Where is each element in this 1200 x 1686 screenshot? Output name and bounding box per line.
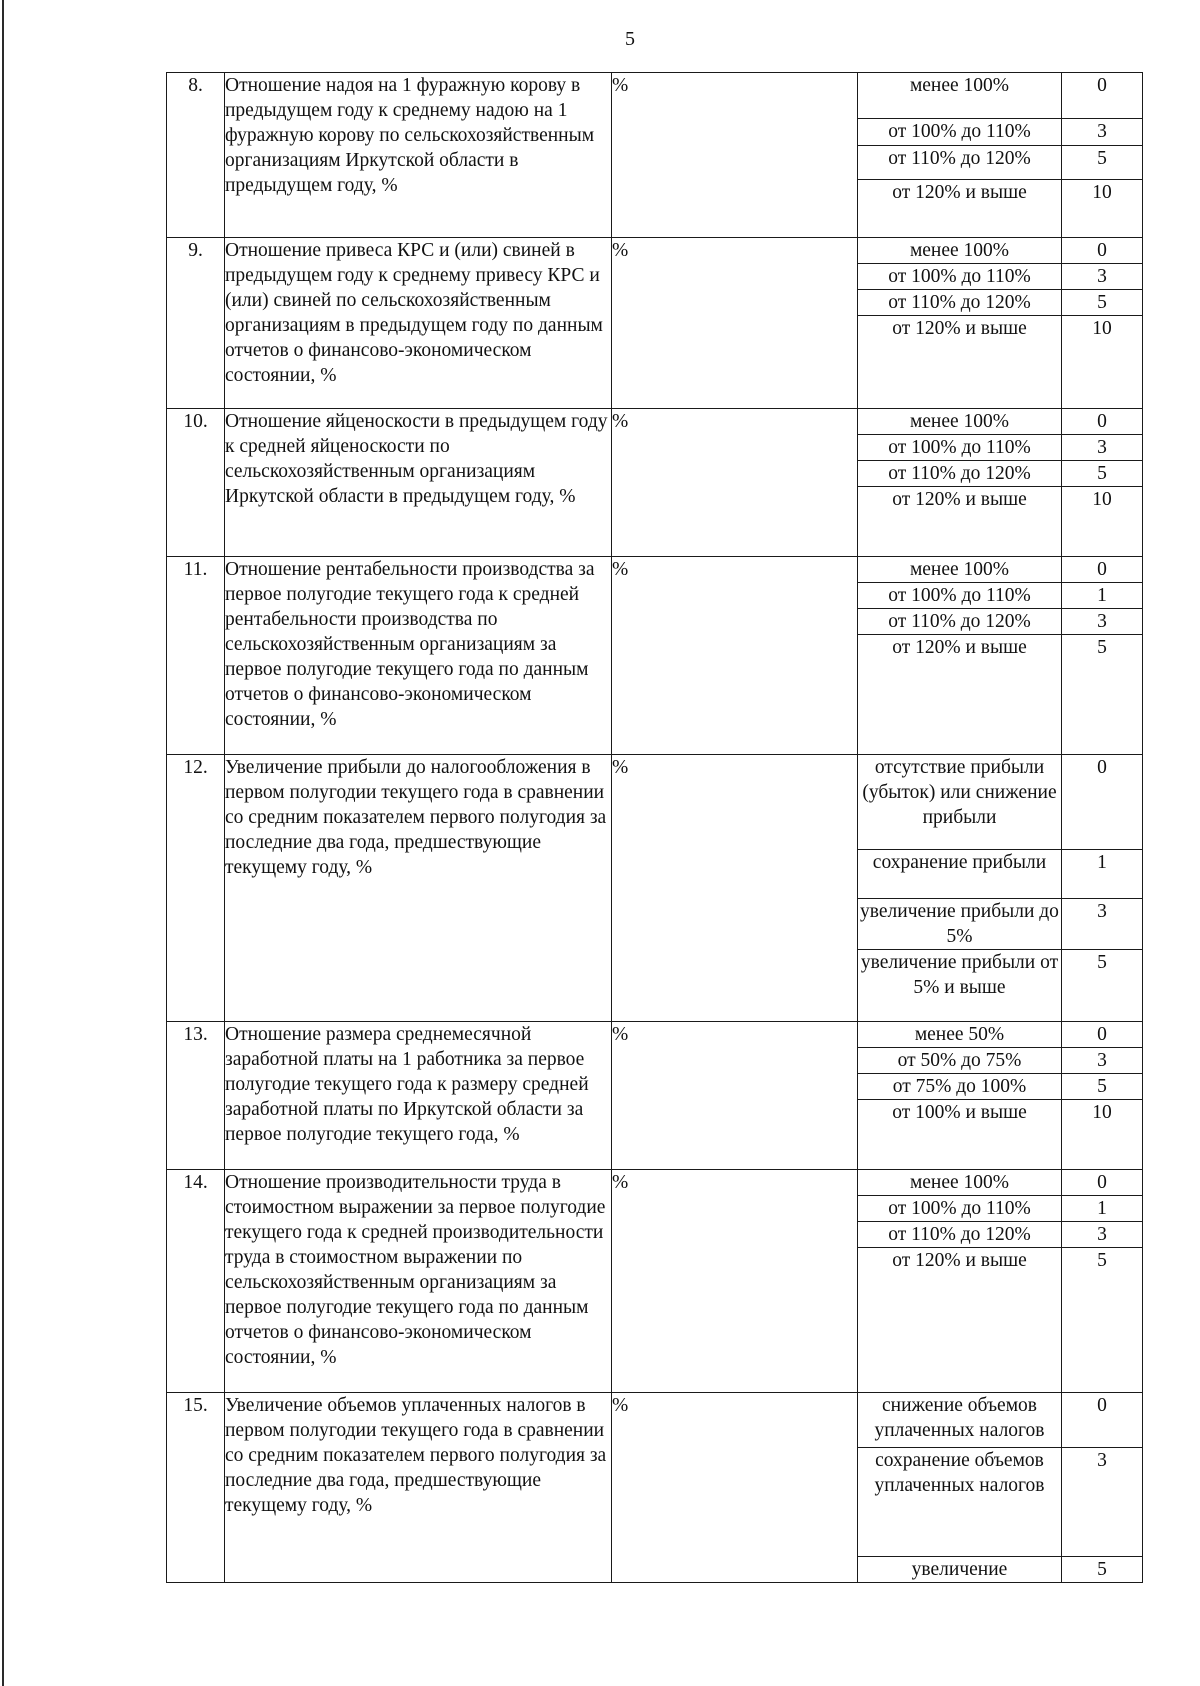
criterion-description: Увеличение объемов уплаченных налогов в первом полугодии текущего года в сравнении со средним показателем первого полугодия за последние два года, предшествующие текущему году, % (225, 1393, 612, 1583)
range-score: 5 (1062, 290, 1143, 316)
table-row (167, 1170, 1143, 1196)
criterion-number: 8. (167, 73, 225, 238)
range-score: 0 (1062, 557, 1143, 583)
criterion-unit: % (612, 1393, 858, 1583)
range-score: 3 (1062, 609, 1143, 635)
criterion-unit: % (612, 755, 858, 1022)
range-label: сохранение прибыли (858, 850, 1062, 899)
table-row (167, 755, 1143, 850)
range-label: от 100% и выше (858, 1100, 1062, 1170)
range-label: снижение объемов уплаченных налогов (858, 1393, 1062, 1448)
criterion-number: 13. (167, 1022, 225, 1170)
criterion-unit: % (612, 1022, 858, 1170)
range-score: 3 (1062, 435, 1143, 461)
range-score: 10 (1062, 316, 1143, 409)
table-row (167, 238, 1143, 264)
range-label: увеличение прибыли от 5% и выше (858, 950, 1062, 1022)
range-label: от 120% и выше (858, 635, 1062, 755)
range-label: от 100% до 110% (858, 1196, 1062, 1222)
range-label: от 110% до 120% (858, 1222, 1062, 1248)
range-score: 5 (1062, 1557, 1143, 1583)
criterion-unit: % (612, 409, 858, 557)
range-label: от 110% до 120% (858, 290, 1062, 316)
criterion-unit: % (612, 557, 858, 755)
criterion-unit: % (612, 238, 858, 409)
range-label: от 120% и выше (858, 487, 1062, 557)
criterion-description: Отношение яйценоскости в предыдущем году к средней яйценоскости по сельскохозяйственным организациям Иркутской области в предыдущем году, % (225, 409, 612, 557)
range-score: 1 (1062, 850, 1143, 899)
range-score: 5 (1062, 461, 1143, 487)
range-label: менее 100% (858, 73, 1062, 119)
range-score: 5 (1062, 1248, 1143, 1393)
page-edge-line (2, 0, 4, 1686)
criterion-unit: % (612, 1170, 858, 1393)
range-score: 3 (1062, 1448, 1143, 1557)
range-score: 1 (1062, 583, 1143, 609)
range-score: 3 (1062, 899, 1143, 950)
criterion-unit: % (612, 73, 858, 238)
range-label: от 110% до 120% (858, 146, 1062, 180)
range-label: менее 100% (858, 409, 1062, 435)
range-label: менее 50% (858, 1022, 1062, 1048)
range-score: 0 (1062, 1170, 1143, 1196)
criterion-description: Отношение производительности труда в стоимостном выражении за первое полугодие текущего года к средней производительности труда в стоимостном выражении по сельскохозяйственным организациям за первое полугодие текущего года по данным отчетов о финансово-экономическом состоянии, % (225, 1170, 612, 1393)
range-score: 5 (1062, 635, 1143, 755)
range-label: от 100% до 110% (858, 264, 1062, 290)
range-score: 3 (1062, 264, 1143, 290)
table-row (167, 409, 1143, 435)
range-score: 5 (1062, 146, 1143, 180)
range-score: 10 (1062, 487, 1143, 557)
range-label: от 50% до 75% (858, 1048, 1062, 1074)
criterion-number: 12. (167, 755, 225, 1022)
range-label: менее 100% (858, 557, 1062, 583)
criteria-table-body (167, 73, 1143, 1583)
page-number: 5 (625, 28, 635, 50)
range-label: от 100% до 110% (858, 583, 1062, 609)
criterion-description: Отношение рентабельности производства за первое полугодие текущего года к средней рентабельности производства по сельскохозяйственным организациям за первое полугодие текущего года по данным отчетов о финансово-экономическом состоянии, % (225, 557, 612, 755)
range-score: 0 (1062, 73, 1143, 119)
range-label: от 120% и выше (858, 316, 1062, 409)
range-label: менее 100% (858, 238, 1062, 264)
range-label: от 120% и выше (858, 1248, 1062, 1393)
criterion-number: 15. (167, 1393, 225, 1583)
range-label: от 110% до 120% (858, 609, 1062, 635)
range-score: 0 (1062, 1022, 1143, 1048)
criteria-table (166, 72, 1143, 1583)
criterion-description: Отношение размера среднемесячной заработной платы на 1 работника за первое полугодие текущего года к размеру средней заработной платы по Иркутской области за первое полугодие текущего года, % (225, 1022, 612, 1170)
range-score: 0 (1062, 1393, 1143, 1448)
table-row (167, 557, 1143, 583)
range-score: 0 (1062, 755, 1143, 850)
criterion-description: Отношение надоя на 1 фуражную корову в предыдущем году к среднему надою на 1 фуражную корову по сельскохозяйственным организациям Иркутской области в предыдущем году, % (225, 73, 612, 238)
range-label: увеличение (858, 1557, 1062, 1583)
criterion-description: Увеличение прибыли до налогообложения в первом полугодии текущего года в сравнении со средним показателем первого полугодия за последние два года, предшествующие текущему году, % (225, 755, 612, 1022)
table-row (167, 1393, 1143, 1448)
criterion-number: 11. (167, 557, 225, 755)
range-label: отсутствие прибыли (убыток) или снижение прибыли (858, 755, 1062, 850)
range-label: от 120% и выше (858, 180, 1062, 238)
range-label: от 100% до 110% (858, 435, 1062, 461)
criterion-number: 14. (167, 1170, 225, 1393)
range-score: 1 (1062, 1196, 1143, 1222)
range-label: от 100% до 110% (858, 119, 1062, 146)
range-score: 10 (1062, 180, 1143, 238)
range-label: от 110% до 120% (858, 461, 1062, 487)
range-score: 0 (1062, 409, 1143, 435)
range-label: от 75% до 100% (858, 1074, 1062, 1100)
range-score: 5 (1062, 1074, 1143, 1100)
range-score: 0 (1062, 238, 1143, 264)
range-label: увеличение прибыли до 5% (858, 899, 1062, 950)
range-score: 5 (1062, 950, 1143, 1022)
criterion-number: 9. (167, 238, 225, 409)
range-score: 3 (1062, 119, 1143, 146)
criterion-number: 10. (167, 409, 225, 557)
range-score: 3 (1062, 1048, 1143, 1074)
table-row (167, 73, 1143, 119)
criterion-description: Отношение привеса КРС и (или) свиней в предыдущем году к среднему привесу КРС и (или) свиней по сельскохозяйственным организациям в предыдущем году по данным отчетов о финансово-экономическом состоянии, % (225, 238, 612, 409)
range-label: сохранение объемов уплаченных налогов (858, 1448, 1062, 1557)
range-score: 10 (1062, 1100, 1143, 1170)
range-label: менее 100% (858, 1170, 1062, 1196)
table-row (167, 1022, 1143, 1048)
range-score: 3 (1062, 1222, 1143, 1248)
